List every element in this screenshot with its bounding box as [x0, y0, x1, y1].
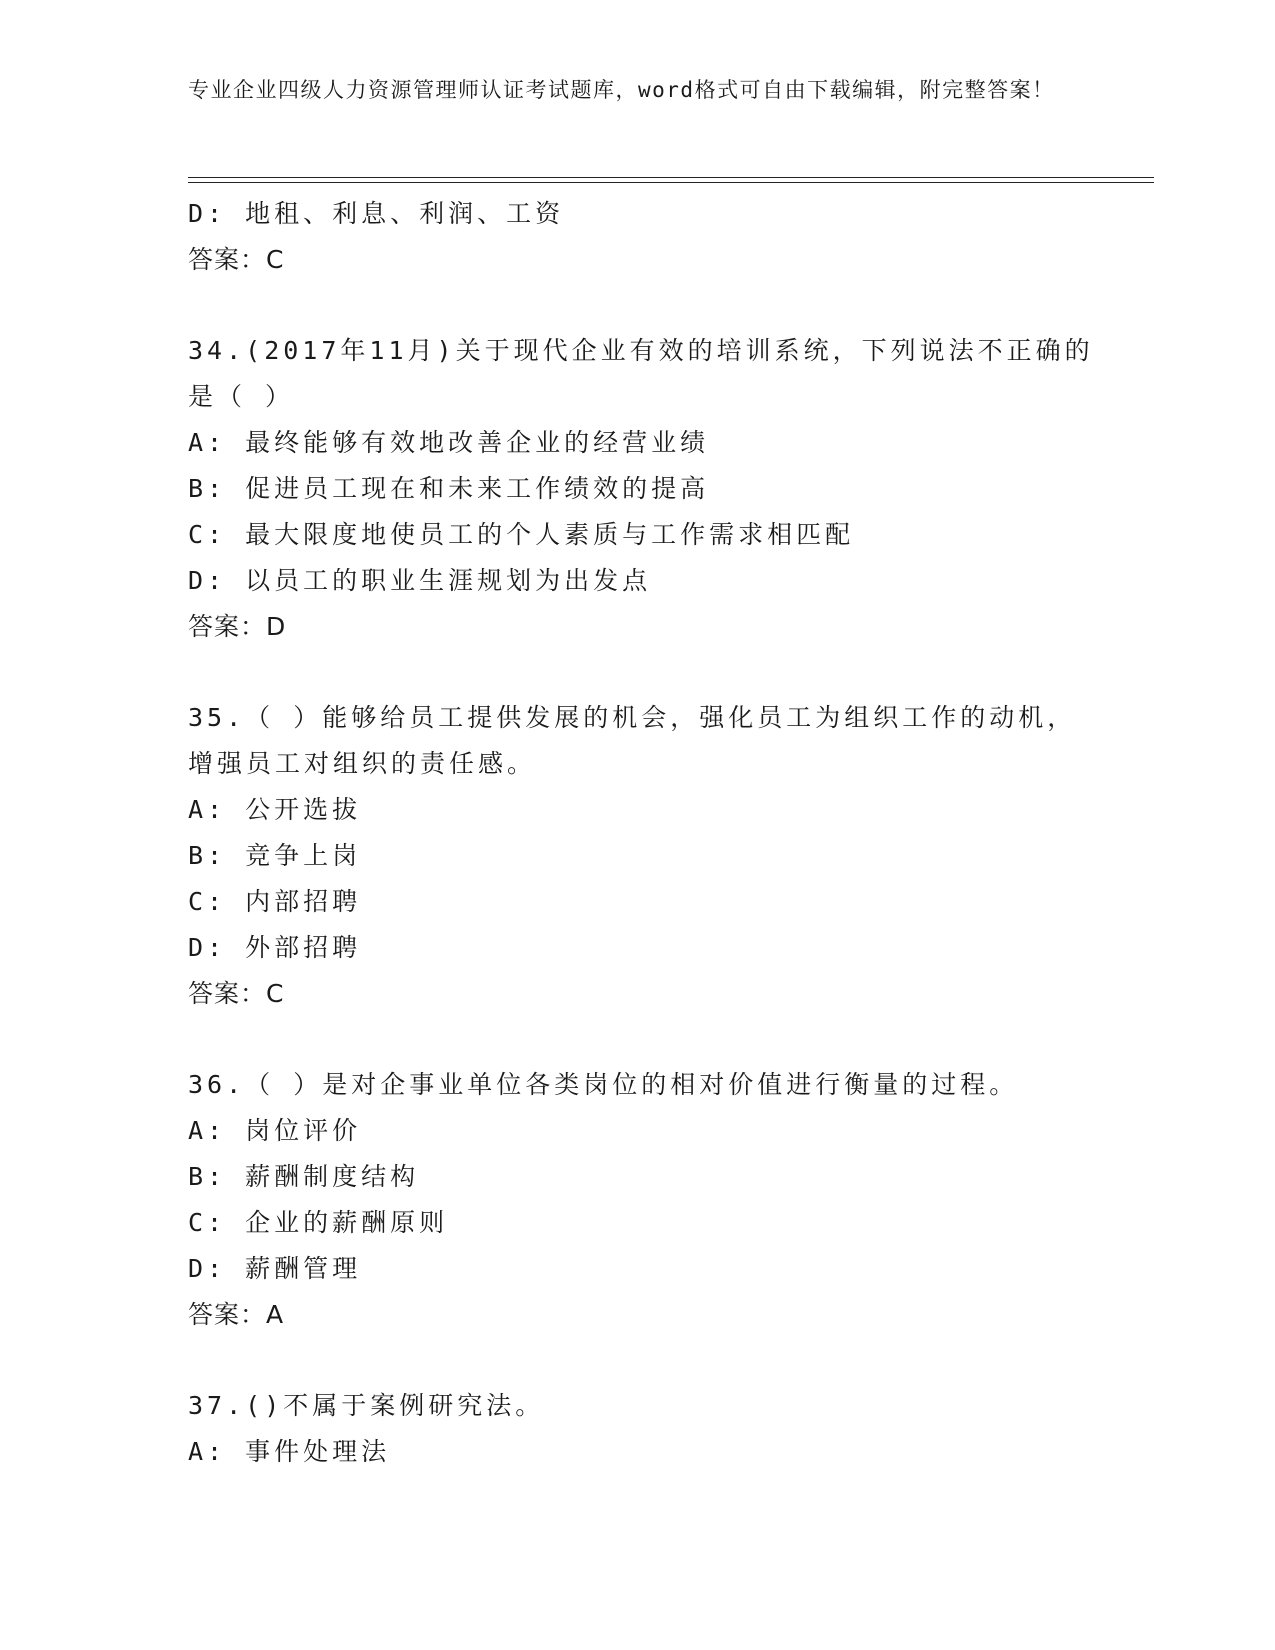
document-header	[188, 74, 1068, 106]
option-a: A: 最终能够有效地改善企业的经营业绩	[188, 428, 710, 457]
option-c: C: 最大限度地使员工的个人素质与工作需求相匹配	[188, 520, 855, 549]
question-36	[188, 1062, 1088, 1338]
question-stem: 37.()不属于案例研究法。	[188, 1391, 545, 1420]
question-content	[188, 191, 1094, 1475]
previous-question-tail	[188, 191, 1088, 283]
question-stem: 35.（ ）能够给员工提供发展的机会，强化员工为组织工作的动机，	[188, 703, 1077, 732]
question-stem: 36.（ ）是对企事业单位各类岗位的相对价值进行衡量的过程。	[188, 1070, 1019, 1099]
option-d: D: 地租、利息、利润、工资	[188, 199, 565, 228]
header-rule-bottom	[188, 182, 1154, 183]
question-34	[188, 328, 1094, 650]
option-d: D: 薪酬管理	[188, 1254, 362, 1283]
answer: 答案：C	[188, 979, 285, 1008]
option-b: B: 竞争上岗	[188, 841, 362, 870]
question-37	[188, 1383, 1088, 1475]
option-d: D: 以员工的职业生涯规划为出发点	[188, 566, 652, 595]
question-35	[188, 695, 1088, 1017]
header-rule-top	[188, 177, 1154, 178]
question-stem-continued: 增强员工对组织的责任感。	[188, 749, 537, 778]
question-stem: 34.(2017年11月)关于现代企业有效的培训系统，下列说法不正确的	[188, 336, 1094, 365]
option-d: D: 外部招聘	[188, 933, 362, 962]
option-b: B: 薪酬制度结构	[188, 1162, 420, 1191]
option-c: C: 内部招聘	[188, 887, 362, 916]
header-title: 专业企业四级人力资源管理师认证考试题库，word格式可自由下载编辑，附完整答案！	[188, 78, 1055, 102]
answer: 答案：A	[188, 1300, 285, 1329]
answer: 答案：D	[188, 612, 287, 641]
option-b: B: 促进员工现在和未来工作绩效的提高	[188, 474, 710, 503]
option-a: A: 岗位评价	[188, 1116, 362, 1145]
question-stem-continued: 是（ ）	[188, 382, 295, 411]
option-a: A: 公开选拔	[188, 795, 362, 824]
option-a: A: 事件处理法	[188, 1437, 391, 1466]
answer: 答案：C	[188, 245, 285, 274]
option-c: C: 企业的薪酬原则	[188, 1208, 449, 1237]
